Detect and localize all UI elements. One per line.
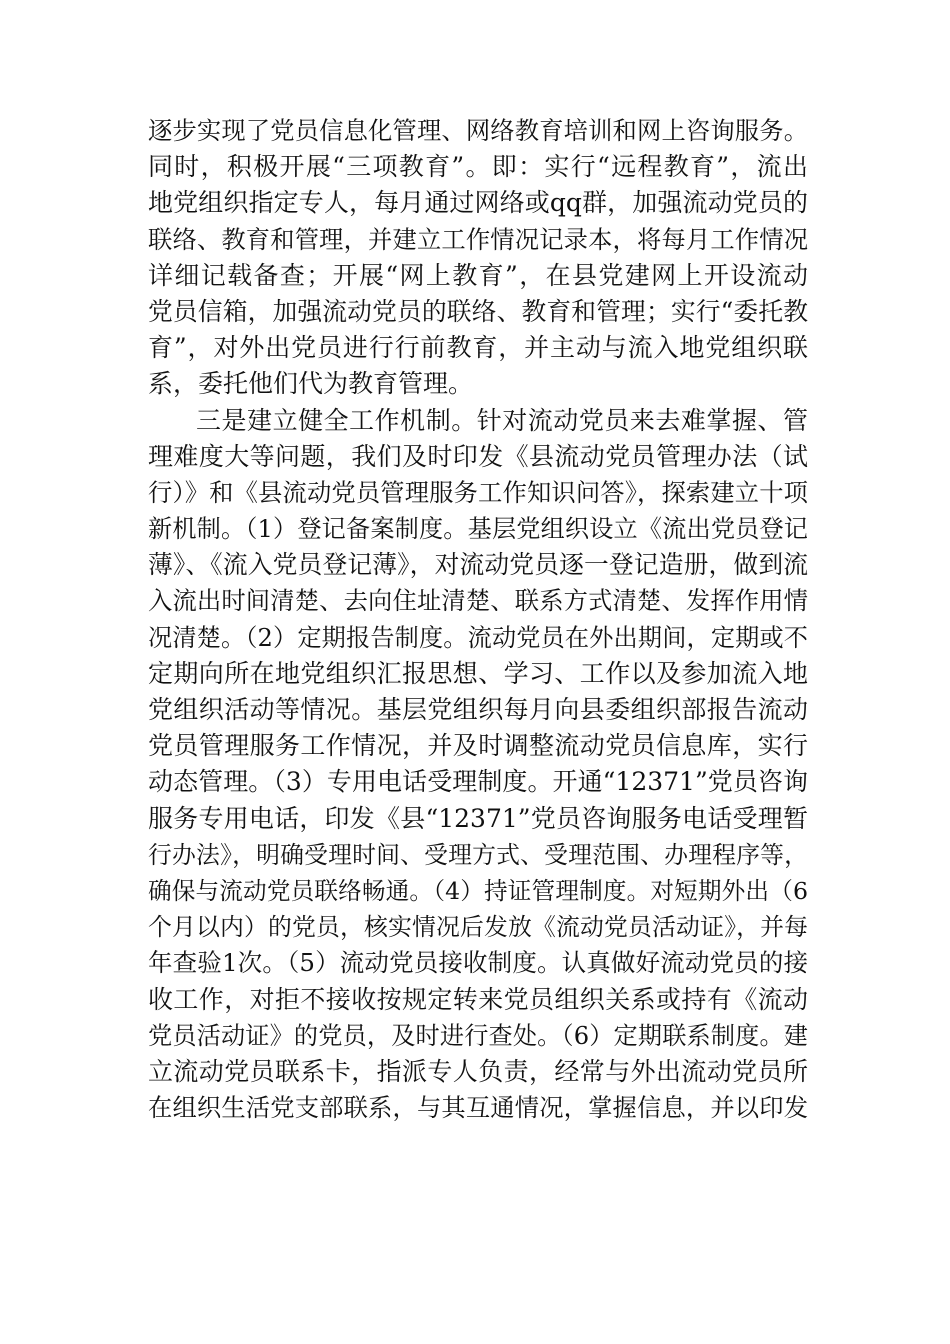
text-line: 收工作，对拒不接收按规定转来党员组织关系或持有《流动: [148, 984, 808, 1014]
text-line: 行办法》，明确受理时间、受理方式、受理范围、办理程序等，: [148, 840, 808, 869]
paragraph-start-line: 三是建立健全工作机制。针对流动党员来去难掌握、管: [196, 405, 808, 435]
text-line: 联络、教育和管理，并建立工作情况记录本，将每月工作情况: [148, 224, 808, 254]
text-line: 况清楚。（2）定期报告制度。流动党员在外出期间，定期或不: [148, 623, 808, 652]
body-text: [148, 113, 808, 1126]
text-line: 动态管理。（3）专用电话受理制度。开通“12371”党员咨询: [148, 767, 808, 797]
text-line: 逐步实现了党员信息化管理、网络教育培训和网上咨询服务。: [148, 116, 808, 145]
text-line: 同时，积极开展“三项教育”。即：实行“远程教育”，流出: [148, 152, 808, 182]
text-line: 定期向所在地党组织汇报思想、学习、工作以及参加流入地: [148, 658, 808, 688]
text-line: 服务专用电话，印发《县“12371”党员咨询服务电话受理暂: [148, 803, 808, 833]
text-line: 年查验1次。（5）流动党员接收制度。认真做好流动党员的接: [148, 948, 808, 978]
text-line: 育”，对外出党员进行行前教育，并主动与流入地党组织联: [148, 333, 808, 363]
text-line: 在组织生活党支部联系，与其互通情况，掌握信息，并以印发: [148, 1093, 808, 1123]
text-line: 党员管理服务工作情况，并及时调整流动党员信息库，实行: [148, 731, 808, 761]
text-line: 党员活动证》的党员，及时进行查处。（6）定期联系制度。建: [148, 1021, 808, 1050]
text-line: 个月以内）的党员，核实情况后发放《流动党员活动证》，并每: [148, 913, 808, 942]
text-line: 立流动党员联系卡，指派专人负责，经常与外出流动党员所: [148, 1056, 808, 1086]
text-line: 党员信箱，加强流动党员的联络、教育和管理；实行“委托教: [148, 296, 808, 326]
text-line: 确保与流动党员联络畅通。（4）持证管理制度。对短期外出（6: [148, 876, 808, 905]
text-line: 系，委托他们代为教育管理。: [148, 369, 474, 399]
text-line: 新机制。（1）登记备案制度。基层党组织设立《流出党员登记: [148, 515, 808, 544]
text-line: 详细记载备查；开展“网上教育”，在县党建网上开设流动: [148, 260, 808, 290]
text-line: 地党组织指定专人，每月通过网络或qq群，加强流动党员的: [148, 188, 808, 218]
text-line: 行）》和《县流动党员管理服务工作知识问答》，探索建立十项: [148, 477, 808, 507]
text-line: 党组织活动等情况。基层党组织每月向县委组织部报告流动: [148, 695, 808, 724]
text-line: 入流出时间清楚、去向住址清楚、联系方式清楚、发挥作用情: [148, 586, 808, 616]
text-line: 理难度大等问题，我们及时印发《县流动党员管理办法（试: [148, 441, 808, 471]
text-line: 薄》、《流入党员登记薄》，对流动党员逐一登记造册，做到流: [148, 550, 808, 580]
